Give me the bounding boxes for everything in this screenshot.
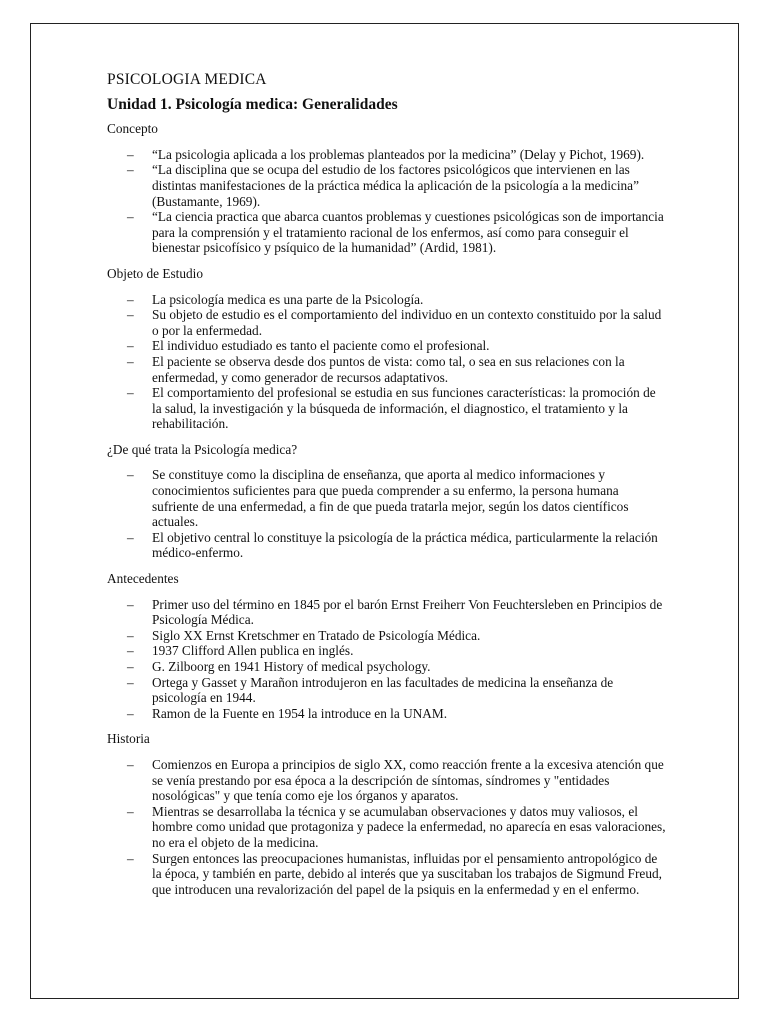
list-item-text: El objetivo central lo constituye la psicología de la práctica médica, particularmente la relación médico-enfermo. <box>152 529 658 561</box>
bullet-dash: – <box>127 803 134 819</box>
unit-title: Unidad 1. Psicología medica: Generalidades <box>107 95 398 113</box>
bullet-dash: – <box>127 162 134 178</box>
list-item <box>107 530 667 561</box>
list-item-text: El paciente se observa desde dos puntos de vista: como tal, o sea en sus relaciones con la enfermedad, y como generador de recursos adaptativos. <box>152 353 625 385</box>
document-title: PSICOLOGIA MEDICA <box>107 71 267 88</box>
bullet-dash: – <box>127 529 134 545</box>
bullet-dash: – <box>127 627 134 643</box>
bullet-dash: – <box>127 643 134 659</box>
list-item <box>107 354 667 385</box>
list-item <box>107 292 667 308</box>
list-item-text: 1937 Clifford Allen publica en inglés. <box>152 643 354 659</box>
bullet-list <box>107 757 667 897</box>
bullet-dash: – <box>127 659 134 674</box>
document-sections <box>107 121 667 897</box>
bullet-dash: – <box>127 756 134 772</box>
list-item <box>107 757 667 804</box>
bullet-dash: – <box>127 291 134 307</box>
bullet-dash: – <box>127 338 134 354</box>
list-item-text: Su objeto de estudio es el comportamiento del individuo en un contexto constituido por la salud o por la enfermedad. <box>152 307 662 338</box>
bullet-dash: – <box>127 385 134 401</box>
bullet-dash: – <box>127 705 134 721</box>
list-item <box>107 597 667 628</box>
list-item <box>107 209 667 256</box>
document-content <box>107 72 667 907</box>
list-item-text: “La disciplina que se ocupa del estudio de los factores psicológicos que intervienen en las distintas manifestaciones de la práctica médica la aplicación de la psicología a la medicina” (Bustamante, 1969). <box>152 162 639 209</box>
list-item <box>107 851 667 898</box>
bullet-dash: – <box>127 674 134 690</box>
list-item-text: “La ciencia practica que abarca cuantos problemas y cuestiones psicológicas son de importancia para la comprensión y el tratamiento racional de los enfermos, así como para conseguir el bienestar psicofísico y psíquico de la humanidad” (Ardid, 1981). <box>152 209 664 256</box>
list-item-text: El comportamiento del profesional se estudia en sus funciones características: la promoción de la salud, la investigación y la búsqueda de información, el diagnostico, el tratamiento y la rehabilitación. <box>152 385 656 432</box>
list-item-text: Se constituye como la disciplina de enseñanza, que aporta al medico informaciones y conocimientos suficientes para que pueda comprender a su enfermo, la persona humana sufriente de una enfermedad, a fin de que pueda tratarla mejor, según los datos científicos actuales. <box>152 467 629 530</box>
list-item-text: La psicología medica es una parte de la Psicología. <box>152 291 424 307</box>
section-heading: Antecedentes <box>107 571 179 587</box>
bullet-dash: – <box>127 353 134 369</box>
list-item-text: Ramon de la Fuente en 1954 la introduce en la UNAM. <box>152 705 448 721</box>
list-item-text: El individuo estudiado es tanto el paciente como el profesional. <box>152 338 490 354</box>
list-item <box>107 706 667 722</box>
list-item <box>107 643 667 659</box>
section-heading: Objeto de Estudio <box>107 265 204 281</box>
list-item <box>107 467 667 529</box>
list-item-text: Comienzos en Europa a principios de siglo XX, como reacción frente a la excesiva atención que se venía prestando por esa época a la descripción de síntomas, síndromes y "entidades nosológicas" y que tenía como eje los órganos y aparatos. <box>152 756 664 804</box>
bullet-dash: – <box>127 596 134 612</box>
bullet-list <box>107 597 667 722</box>
bullet-list <box>107 467 667 561</box>
bullet-list <box>107 147 667 256</box>
list-item <box>107 804 667 851</box>
bullet-dash: – <box>127 209 134 225</box>
bullet-dash: – <box>127 467 134 483</box>
list-item <box>107 147 667 163</box>
list-item-text: Ortega y Gasset y Marañon introdujeron en las facultades de medicina la enseñanza de psicología en 1944. <box>152 674 614 706</box>
bullet-dash: – <box>127 307 134 323</box>
list-item <box>107 307 667 338</box>
section-heading: Historia <box>107 731 150 747</box>
list-item <box>107 675 667 706</box>
list-item-text: Primer uso del término en 1845 por el barón Ernst Freiherr Von Feuchtersleben en Principios de Psicología Médica. <box>152 596 663 628</box>
list-item-text: Surgen entonces las preocupaciones humanistas, influidas por el pensamiento antropológico de la época, y también en parte, debido al interés que ya suscitaban los trabajos de Sigmund Freud, que introducen una revalorización del papel de la psiquis en la enfermedad y en el enfermo. <box>152 850 662 897</box>
list-item-text: Mientras se desarrollaba la técnica y se acumulaban observaciones y datos muy valiosos, el hombre como unidad que protagoniza y padece la enfermedad, no aparecía en esas valoraciones, no era el objeto de la medicina. <box>152 803 666 850</box>
bullet-dash: – <box>127 146 134 162</box>
document-page <box>30 23 739 999</box>
list-item <box>107 659 667 675</box>
list-item <box>107 628 667 644</box>
list-item <box>107 338 667 354</box>
bullet-dash: – <box>127 850 134 866</box>
section-heading: ¿De qué trata la Psicología medica? <box>107 441 298 457</box>
bullet-list <box>107 292 667 432</box>
list-item <box>107 385 667 432</box>
list-item-text: Siglo XX Ernst Kretschmer en Tratado de Psicología Médica. <box>152 627 481 643</box>
list-item-text: G. Zilboorg en 1941 History of medical psychology. <box>152 659 431 674</box>
list-item-text: “La psicologia aplicada a los problemas planteados por la medicina” (Delay y Pichot, 1969). <box>152 146 645 162</box>
list-item <box>107 162 667 209</box>
section-heading: Concepto <box>107 121 158 137</box>
